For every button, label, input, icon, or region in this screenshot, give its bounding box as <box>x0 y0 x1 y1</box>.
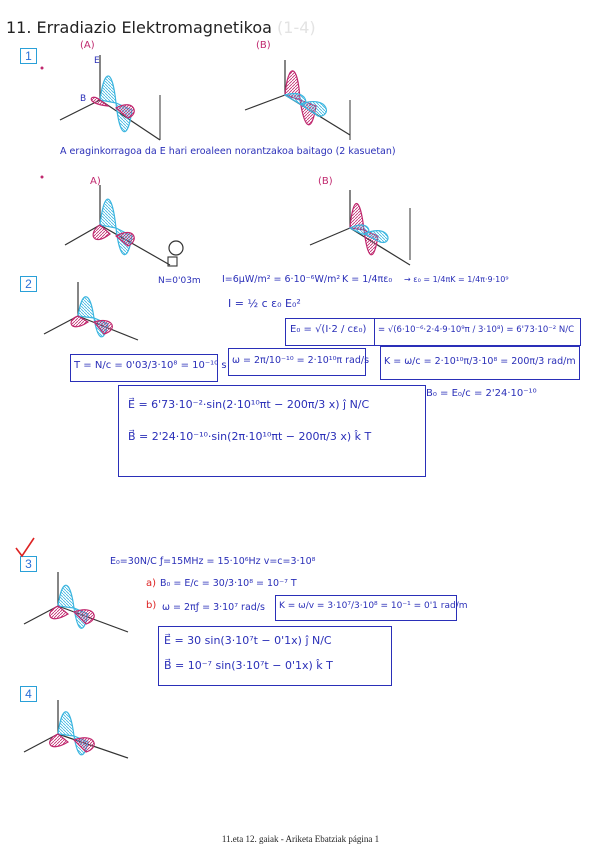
p3-givens: E₀=30N/C ƒ=15MHz = 15·10⁶Hz v=c=3·10⁸ <box>110 556 316 567</box>
problem-number-3: 3 <box>20 556 37 572</box>
p3-k: K = ω/v = 3·10⁷/3·10⁸ = 10⁻¹ = 0'1 rad/m <box>279 601 468 611</box>
p3-b-label: b) <box>146 600 157 611</box>
p1-label-a: (A) <box>80 40 95 51</box>
p2-k: K = ω/c = 2·10¹⁰π/3·10⁸ = 200π/3 rad/m <box>384 356 576 367</box>
p2-eps: → ε₀ = 1/4πK = 1/4π·9·10⁹ <box>404 275 509 284</box>
p1-note: A eraginkorragoa da E hari eroaleen norantzakoa baitago (2 kasuetan) <box>60 146 396 157</box>
p3-b0: B₀ = E/c = 30/3·10⁸ = 10⁻⁷ T <box>160 578 297 589</box>
p3-a-label: a) <box>146 578 157 589</box>
p3-b-equation: B⃗ = 10⁻⁷ sin(3·10⁷t − 0'1x) k̂ T <box>164 659 333 672</box>
p2-n: N=0'03m <box>158 276 201 286</box>
p2-e-equation: E⃗ = 6'73·10⁻²·sin(2·10¹⁰πt − 200π/3 x) ĵ N/C <box>128 398 370 411</box>
problem-number-4: 4 <box>20 686 37 702</box>
p2-period: T = N/c = 0'03/3·10⁸ = 10⁻¹⁰ s <box>74 360 227 371</box>
p1-label-b2: (B) <box>318 176 333 187</box>
p2-e0-lhs: E₀ = √(I·2 / cε₀) <box>290 324 367 335</box>
page-footer: 11.eta 12. gaiak - Ariketa Ebatziak página 1 <box>221 834 380 844</box>
page-title: 11. Erradiazio Elektromagnetikoa (1-4) <box>6 18 316 37</box>
p3-e-equation: E⃗ = 30 sin(3·10⁷t − 0'1x) ĵ N/C <box>164 634 332 647</box>
p1-axis-b: B <box>80 94 87 104</box>
p2-k-def: K = 1/4πε₀ <box>342 274 393 285</box>
p3-omega: ω = 2πƒ = 3·10⁷ rad/s <box>162 602 265 613</box>
p1-axis-e: E <box>94 56 100 66</box>
p2-b-equation: B⃗ = 2'24·10⁻¹⁰·sin(2π·10¹⁰πt − 200π/3 x) k̂ T <box>128 430 372 443</box>
p2-intensity: I=6µW/m² = 6·10⁻⁶W/m² <box>222 274 341 285</box>
p2-i-formula: I = ½ c ε₀ E₀² <box>228 297 301 310</box>
p1-label-b: (B) <box>256 40 271 51</box>
problem-number-2: 2 <box>20 276 37 292</box>
p2-omega: ω = 2π/10⁻¹⁰ = 2·10¹⁰π rad/s <box>232 355 370 366</box>
p2-b0: B₀ = E₀/c = 2'24·10⁻¹⁰ <box>426 388 537 399</box>
p1-label-a2: A) <box>90 176 101 187</box>
p2-e0-rhs: = √(6·10⁻⁶·2·4·9·10⁹π / 3·10⁸) = 6'73·10⁻² N/C <box>378 325 575 335</box>
problem-number-1: 1 <box>20 48 37 64</box>
